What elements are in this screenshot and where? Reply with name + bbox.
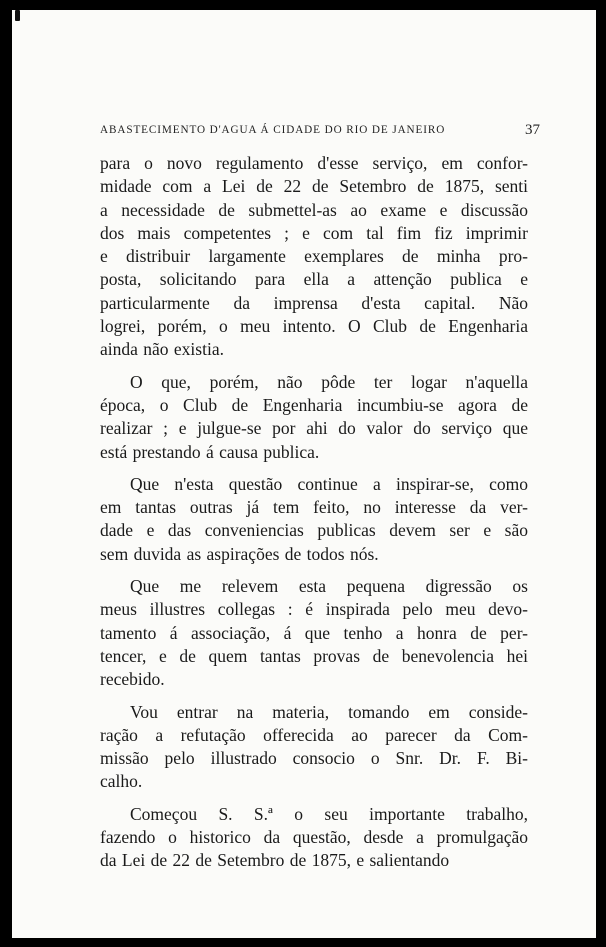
- scan-mark: [15, 10, 20, 21]
- running-header: [100, 122, 540, 138]
- paragraph: [100, 575, 528, 691]
- text-line: Vou entrar na materia, tomando em conside-: [130, 701, 528, 722]
- text-line: e distribuir largamente exemplares de minha pro-: [100, 246, 528, 267]
- text-line: ração a refutação offerecida ao parecer da Com-: [100, 724, 528, 745]
- text-line: fazendo o historico da questão, desde a promulgação: [100, 827, 528, 848]
- text-line: sem duvida as aspirações de todos nós.: [100, 543, 379, 564]
- text-line: época, o Club de Engenharia incumbiu-se agora de: [100, 394, 528, 415]
- paragraph: [100, 701, 528, 794]
- text-line: O que, porém, não pôde ter logar n'aquella: [130, 371, 528, 392]
- paragraph: [100, 473, 528, 566]
- text-line: recebido.: [100, 669, 165, 690]
- paragraph: [100, 803, 528, 873]
- document-page: [12, 10, 596, 938]
- text-line: Que n'esta questão continue a inspirar-se, como: [130, 473, 528, 494]
- text-line: da Lei de 22 de Setembro de 1875, e salientando: [100, 850, 450, 871]
- text-line: para o novo regulamento d'esse serviço, em confor-: [100, 153, 528, 173]
- running-title: ABASTECIMENTO D'AGUA Á CIDADE DO RIO DE JANEIRO: [100, 124, 446, 136]
- page-number: 37: [525, 122, 540, 138]
- text-line: posta, solicitando para ella a attenção publica e: [100, 269, 528, 290]
- text-line: a necessidade de submettel-as ao exame e discussão: [100, 199, 528, 220]
- text-line: meus illustres collegas : é inspirada pelo meu devo-: [100, 599, 528, 620]
- text-line: particularmente da imprensa d'esta capital. Não: [100, 292, 528, 313]
- text-line: tencer, e de quem tantas provas de benevolencia hei: [100, 645, 528, 666]
- text-line: missão pelo illustrado consocio o Snr. Dr. F. Bi-: [100, 748, 528, 769]
- text-line: tamento á associação, á que tenho a honra de per-: [100, 622, 528, 643]
- body-text: [100, 152, 528, 873]
- text-line: está prestando á causa publica.: [100, 441, 320, 462]
- text-line: midade com a Lei de 22 de Setembro de 1875, senti: [100, 176, 528, 197]
- text-line: logrei, porém, o meu intento. O Club de Engenharia: [100, 316, 528, 337]
- text-line: ainda não existia.: [100, 339, 224, 360]
- text-line: Começou S. S.ª o seu importante trabalho,: [130, 803, 528, 824]
- text-line: em tantas outras já tem feito, no interesse da ver-: [100, 497, 528, 518]
- text-line: dade e das conveniencias publicas devem ser e são: [100, 520, 528, 541]
- paragraph: [100, 371, 528, 464]
- text-line: calho.: [100, 771, 143, 792]
- text-line: realizar ; e julgue-se por ahi do valor do serviço que: [100, 418, 528, 439]
- text-line: Que me relevem esta pequena digressão os: [130, 576, 528, 597]
- paragraph: [100, 152, 528, 362]
- text-line: dos mais competentes ; e com tal fim fiz imprimir: [100, 222, 528, 243]
